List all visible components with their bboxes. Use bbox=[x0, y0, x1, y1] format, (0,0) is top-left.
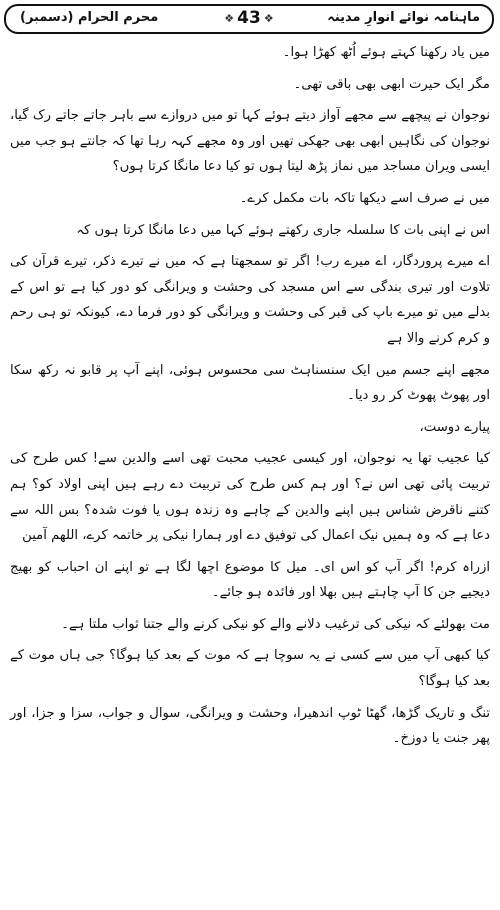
paragraph: مگر ایک حیرت ابھی بھی باقی تھی۔ bbox=[293, 76, 490, 92]
page-header bbox=[4, 4, 494, 34]
paragraph: پیارے دوست، bbox=[419, 419, 490, 435]
paragraph: مت بھولئے کہ نیکی کی ترغیب دلانے والے کو نیکی کرنے والے جتنا ثواب ملتا ہے۔ bbox=[61, 616, 490, 632]
article-body bbox=[10, 40, 490, 758]
paragraph: میں یاد رکھنا کہتے ہوئے اُٹھ کھڑا ہوا۔ bbox=[282, 45, 490, 60]
ornament-left-icon: ❖ bbox=[224, 11, 235, 25]
paragraph: کیا کبھی آپ میں سے کسی نے یہ سوچا ہے کہ موت کے بعد کیا ہوگا؟ جی ہاں موت کے بعد کیا ہوگا؟ bbox=[10, 648, 490, 690]
ornament-right-icon: ❖ bbox=[263, 11, 274, 25]
paragraph: اس نے اپنی بات کا سلسلہ جاری رکھتے ہوئے کہا میں دعا مانگا کرتا ہوں کہ bbox=[76, 222, 490, 238]
paragraph: میں نے صرف اسے دیکھا تاکہ بات مکمل کرے۔ bbox=[239, 190, 490, 206]
paragraph: اے میرے پروردگار، اے میرے رب! اگر تو سمجھتا ہے کہ میں نے تیرے ذکر، تیرے قرآن کی تلاوت اور تیری بندگی سے اس مسجد کی وحشت و ویرانگی کو دور کیا ہے تو اس کے بدلے میں تو میرے باپ کی قبر کی وحشت و ویرانگی کو دور فرما دے، کیونکہ تو ہی رحم و کرم کرنے والا ہے bbox=[10, 254, 490, 346]
issue-month: محرم الحرام (دسمبر) bbox=[20, 10, 159, 25]
page-number: 43 bbox=[237, 8, 261, 28]
magazine-title: ماہنامہ نوائے انوارِ مدینہ bbox=[327, 10, 480, 25]
paragraph: نوجوان نے پیچھے سے مجھے آواز دیتے ہوئے کہا تو میں دروازے سے باہر جاتے جاتے رک گیا، نوجوان کی نگاہیں ابھی بھی جھکی تھیں اور وہ مجھے کہہ رہا تھا کہ جانتے ہو جب میں ایسی ویران مساجد میں نماز پڑھ لیتا ہوں تو کیا دعا مانگا کرتا ہوں؟ bbox=[10, 108, 490, 175]
paragraph: تنگ و تاریک گڑھا، گھٹا ٹوپ اندھیرا، وحشت و ویرانگی، سوال و جواب، سزا و جزا، اور پھر جنت یا دوزخ۔ bbox=[10, 705, 490, 747]
paragraph: ازراہ کرم! اگر آپ کو اس ای۔ میل کا موضوع اچھا لگا ہے تو اپنے ان احباب کو بھیج دیجیے جن کا آپ چاہتے ہیں بھلا اور فائدہ ہو جائے۔ bbox=[10, 559, 490, 601]
paragraph: مجھے اپنے جسم میں ایک سنسناہٹ سی محسوس ہوئی، اپنے آپ پر قابو نہ رکھ سکا اور پھوٹ پھوٹ کر رو دیا۔ bbox=[10, 362, 490, 404]
paragraph: کیا عجیب تھا یہ نوجوان، اور کیسی عجیب محبت تھی اسے والدین سے! کس طرح کی تربیت پائی تھی اس نے؟ اور ہم کس طرح کی تربیت دے رہے ہیں اپنی اولاد کو؟ ہم کتنے ناقرض شناس ہیں اپنے والدین کے چاہے وہ زندہ ہوں یا فوت شدہ؟ بس اللہ سے دعا ہے کہ وہ ہمیں نیک اعمال کی توفیق دے اور ہمارا نیکی پر خاتمہ کرے، اللھم آمین bbox=[10, 451, 490, 544]
page-number-block bbox=[224, 8, 273, 28]
